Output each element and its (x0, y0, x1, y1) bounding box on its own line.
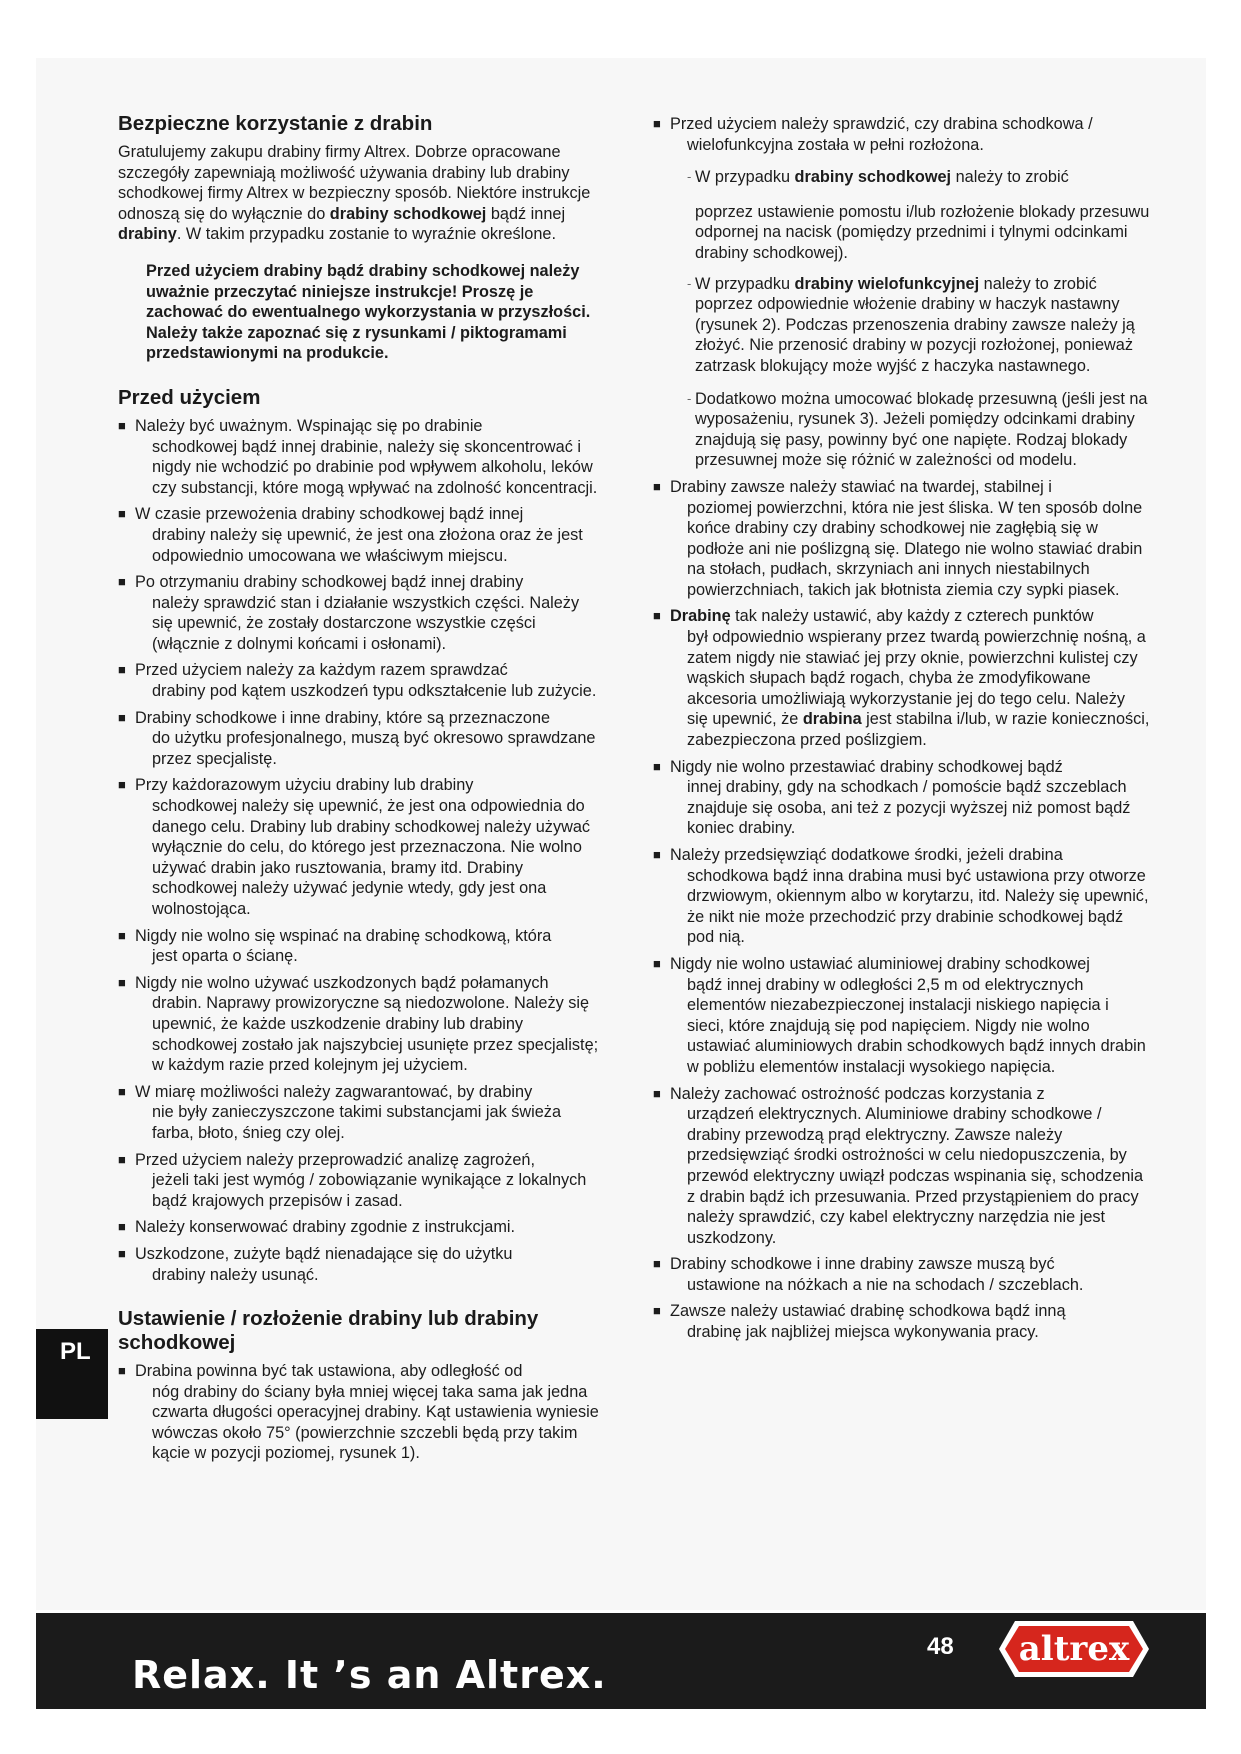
footer-bar (36, 1613, 1206, 1709)
list-item: ■ Drabinę tak należy ustawić, aby każdy z czterech punktów był odpowiednio wspierany przez twardą powierzchnię nośną, a zatem nigdy nie stawiać jej przy oknie, powierzchni kulistej czy wąskich słupach bądź rogach, chyba że zmodyfikowane akcesoria umożliwiają wykorzystanie jej do tego celu. Należy się upewnić, że drabina jest stabilna i/lub, w razie konieczności, zabezpieczona przed poślizgiem. (653, 607, 1150, 750)
svg-text:altrex: altrex (1018, 1629, 1130, 1669)
list-item: ■ Drabiny schodkowe i inne drabiny, które są przeznaczone do użytku profesjonalnego, muszą być okresowo sprawdzane przez specjalistę. (118, 708, 596, 768)
page-number: 48 (927, 1633, 954, 1660)
list-item: ■ Nigdy nie wolno się wspinać na drabinę schodkową, która jest oparta o ścianę. (118, 926, 552, 966)
list-item: ■ W czasie przewożenia drabiny schodkowej bądź innej drabiny należy się upewnić, że jest ona złożona oraz że jest odpowiednio umocowana we właściwym miejscu. (118, 505, 583, 565)
altrex-logo (991, 1613, 1157, 1685)
section-title-before-use: Przed użyciem (118, 385, 261, 409)
list-item: ■ Zawsze należy ustawiać drabinę schodkowa bądź inną drabinę jak najbliżej miejsca wykonywania pracy. (653, 1302, 1066, 1342)
list-item: ■ Należy zachować ostrożność podczas korzystania z urządzeń elektrycznych. Aluminiowe drabiny schodkowe / drabiny przewodzą prąd elektryczny. Zawsze należy przedsięwziąć środki ostrożności w celu niedopuszczenia, by przewód elektryczny uwiązł podczas wspinania się, schodzenia z drabin bądź ich przesuwania. Przed przystąpieniem do pracy należy sprawdzić, czy kabel elektryczny narzędzia nie jest uszkodzony. (653, 1084, 1144, 1247)
list-item: ■ Nigdy nie wolno ustawiać aluminiowej drabiny schodkowej bądź innej drabiny w odległości 2,5 m od elektrycznych elementów niezabezpieczonej instalacji niskiego napięcia i sieci, które znajdują się pod napięciem. Nigdy nie wolno ustawiać aluminiowych drabin schodkowych bądź innych drabin w pobliżu elementów instalacji wysokiego napięcia. (653, 954, 1146, 1076)
left-column (118, 112, 604, 1470)
section-title-setup: Ustawienie / rozłożenie drabiny lub drabiny schodkowej (118, 1307, 539, 1355)
intro-paragraph: Gratulujemy zakupu drabiny firmy Altrex. Dobrze opracowane szczegóły zapewniają możliwość używania drabiny lub drabiny schodkowej firmy Altrex w bezpieczny sposób. Niektóre instrukcje odnoszą się do wyłącznie do drabiny schodkowej bądź innej drabiny. W takim przypadku zostanie to wyraźnie określone. (118, 143, 591, 244)
sub-item-slide-lock: - Dodatkowo można umocować blokadę przesuwną (jeśli jest na wyposażeniu, rysunek 3). Jeżeli pomiędzy odcinkami drabiny znajdują się pasy, powinny być one napięte. Rodzaj blokady przesuwnej może się różnić w zależności od modelu. (687, 389, 1148, 470)
right-column (653, 114, 1150, 1349)
sub-item-continuation: poprzez ustawienie pomostu i/lub rozłożenie blokady przesuwu odpornej na nacisk (pomiędzy przednimi i tylnymi odcinkami drabiny schodkowej). (695, 202, 1150, 262)
list-item: ■ Drabiny schodkowe i inne drabiny zawsze muszą być ustawione na nóżkach a nie na schodach / szczeblach. (653, 1255, 1084, 1294)
list-item: ■ Należy przedsięwziąć dodatkowe środki, jeżeli drabina schodkowa bądź inna drabina musi być ustawiona przy otworze drzwiowym, okiennym albo w korytarzu, itd. Należy się upewnić, że nikt nie może przechodzić przy drabinie schodkowej bądź pod nią. (653, 846, 1149, 947)
list-item: ■ W miarę możliwości należy zagwarantować, by drabiny nie były zanieczyszczone takimi substancjami jak świeża farba, błoto, śnieg czy olej. (118, 1082, 562, 1142)
list-item: ■ Należy być uważnym. Wspinając się po drabinie schodkowej bądź innej drabinie, należy się skoncentrować i nigdy nie wchodzić po drabinie pod wpływem alkoholu, leków czy substancji, które mogą wpływać na zdolność koncentracji. (118, 416, 598, 497)
list-item: ■ Przy każdorazowym użyciu drabiny lub drabiny schodkowej należy się upewnić, że jest ona odpowiednia do danego celu. Drabiny lub drabiny schodkowej należy używać wyłącznie do celu, do którego jest przeznaczona. Nie wolno używać drabin jako rusztowania, bramy itd. Drabiny schodkowej należy używać jedynie wtedy, gdy jest ona wolnostojąca. (118, 776, 591, 918)
setup-list-continued (653, 114, 1150, 155)
list-item: ■ Drabina powinna być tak ustawiona, aby odległość od nóg drabiny do ściany była mniej więcej taka sama jak jedna czwarta długości operacyjnej drabiny. Kąt ustawienia wyniesie wówczas około 75° (powierzchnie szczebli będą przy takim kącie w pozycji poziomej, rysunek 1). (118, 1362, 599, 1463)
warning-paragraph: Przed użyciem drabiny bądź drabiny schodkowej należy uważnie przeczytać niniejsze instrukcje! Proszę je zachować do ewentualnego wykorzystania w przyszłości. Należy także zapoznać się z rysunkami / piktogramami przedstawionymi na produkcie. (146, 261, 591, 363)
language-tab: PL (36, 1329, 108, 1419)
list-item: ■ Należy konserwować drabiny zgodnie z instrukcjami. (118, 1218, 516, 1237)
sub-item-step-ladder: - W przypadku drabiny schodkowej należy to zrobić (687, 168, 1069, 187)
list-item: ■ Drabiny zawsze należy stawiać na twardej, stabilnej i poziomej powierzchni, która nie jest śliska. W ten sposób dolne końce drabiny czy drabiny schodkowej nie zagłębią się w podłoże ani nie poślizgną się. Dlatego nie wolno stawiać drabin na stołach, pudłach, skrzyniach ani innych niestabilnych powierzchniach, takich jak błotnista ziemia czy sypki piasek. (653, 477, 1143, 599)
sub-item-multi-ladder: - W przypadku drabiny wielofunkcyjnej należy to zrobić poprzez odpowiednie włożenie drabiny w haczyk nastawny (rysunek 2). Podczas przenoszenia drabiny zawsze należy ją złożyć. Nie przenosić drabiny w pozycji rozłożonej, ponieważ zatrzask blokujący może wyjść z haczyka nastawnego. (687, 274, 1135, 375)
list-item: ■ Nigdy nie wolno przestawiać drabiny schodkowej bądź innej drabiny, gdy na schodkach / pomoście bądź szczeblach znajduje się osoba, ani też z pozycji wyższej niż pomost bądź koniec drabiny. (653, 757, 1131, 838)
list-item: ■ Uszkodzone, zużyte bądź nienadające się do użytku drabiny należy usunąć. (118, 1244, 513, 1284)
list-item: ■ Nigdy nie wolno używać uszkodzonych bądź połamanych drabin. Naprawy prowizoryczne są niedozwolone. Należy się upewnić, że każde uszkodzenie drabiny lub drabiny schodkowej zostało jak najszybciej usunięte przez specjalistę; w każdym razie przed kolejnym jej użyciem. (118, 973, 599, 1075)
before-use-list (118, 416, 604, 1285)
list-item: ■ Przed użyciem należy za każdym razem sprawdzać drabiny pod kątem uszkodzeń typu odkształcenie lub zużycie. (118, 661, 597, 701)
setup-list (118, 1361, 604, 1464)
list-item: ■ Po otrzymaniu drabiny schodkowej bądź innej drabiny należy sprawdzić stan i działanie wszystkich części. Należy się upewnić, że zostały dostarczone wszystkie części (włącznie z dolnymi końcami i osłonami). (118, 573, 580, 653)
list-item: ■ Przed użyciem należy przeprowadzić analizę zagrożeń, jeżeli taki jest wymóg / zobowiązanie wynikające z lokalnych bądź krajowych przepisów i zasad. (118, 1150, 587, 1210)
section-title-safe-use: Bezpieczne korzystanie z drabin (118, 112, 433, 135)
footer-slogan: Relax. It ’s an Altrex. (132, 1653, 607, 1697)
list-item: ■ Przed użyciem należy sprawdzić, czy drabina schodkowa / wielofunkcyjna została w pełni rozłożona. (653, 115, 1093, 154)
right-list (653, 477, 1150, 1343)
